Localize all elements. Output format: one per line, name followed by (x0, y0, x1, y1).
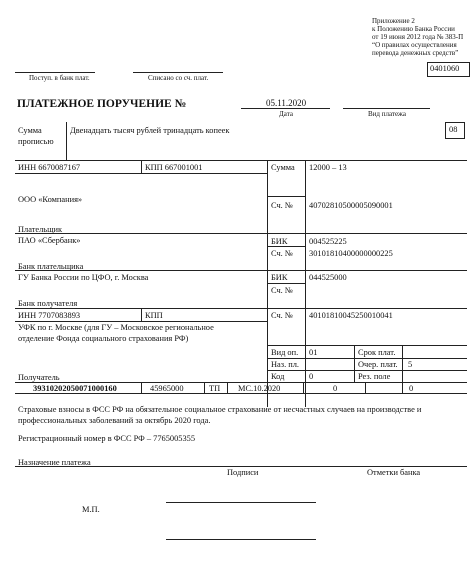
grid-line (15, 308, 467, 309)
payee-name-line-1: УФК по г. Москве (для ГУ – Московское региональное (18, 323, 214, 332)
payee-bank-bik-label: БИК (271, 273, 288, 282)
payer-account: 40702810500005090001 (309, 201, 393, 210)
tax-doc-date: 0 (409, 384, 414, 393)
tax-doc-number: 0 (333, 384, 338, 393)
tax-kbk: 39310202050071000160 (33, 384, 117, 393)
grid-line (15, 382, 467, 383)
payer-bank-corr-label: Сч. № (271, 249, 293, 258)
payee-bank-label: Банк получателя (18, 299, 78, 308)
purpose-line-2: профессиональных заболеваний за октябрь 2020 года. (18, 416, 211, 425)
date-value: 05.11.2020 (266, 98, 307, 108)
payee-bank-bik: 044525000 (309, 273, 347, 282)
grid-line (141, 382, 142, 393)
amount-words-label-1: Сумма (18, 126, 42, 135)
payment-type-line (343, 108, 430, 109)
grid-line (402, 345, 403, 382)
stamp-label: М.П. (82, 505, 100, 514)
grid-line (303, 382, 304, 393)
purpose-label: Назначение платежа (18, 458, 91, 467)
form-code: 0401060 (430, 64, 460, 73)
appendix-line-2: к Положению Банка России (372, 25, 455, 33)
grid-line (365, 382, 366, 393)
date-line (241, 108, 330, 109)
debit-line (133, 72, 223, 73)
grid-line (141, 308, 142, 321)
payee-bank-name: ГУ Банка России по ЦФО, г. Москва (18, 273, 149, 282)
payee-account-label: Сч. № (271, 311, 293, 320)
payer-bank-corr: 30101810400000000225 (309, 249, 393, 258)
signature-line-1 (166, 502, 316, 503)
payer-bank-bik-label: БИК (271, 237, 288, 246)
payer-kpp: КПП 667001001 (145, 163, 203, 172)
payee-label: Получатель (18, 373, 60, 382)
payee-name-line-2: отделение Фонда социального страхования РФ) (18, 334, 189, 343)
tax-oktmo: 45965000 (150, 384, 184, 393)
signatures-label: Подписи (227, 468, 259, 477)
grid-line (267, 283, 305, 284)
payee-bank-corr-label: Сч. № (271, 286, 293, 295)
term-label: Срок плат. (358, 348, 396, 357)
purpose-code-label: Наз. пл. (271, 360, 300, 369)
debit-label: Списано со сч. плат. (148, 74, 209, 82)
payment-type-label: Вид платежа (368, 110, 407, 118)
payer-bank-label: Банк плательщика (18, 262, 84, 271)
appendix-line-3: от 19 июня 2012 года № 383-П (372, 33, 464, 41)
grid-line (267, 358, 467, 359)
grid-line (204, 382, 205, 393)
date-label: Дата (279, 110, 293, 118)
appendix-line-5: перевода денежных средств” (372, 49, 459, 57)
bank-receipt-line (15, 72, 95, 73)
grid-line (354, 345, 355, 382)
amount-words-divider (66, 122, 67, 160)
appendix-line-1: Приложение 2 (372, 17, 415, 25)
grid-line (15, 160, 467, 161)
payer-label: Плательщик (18, 225, 63, 234)
amount-words: Двенадцать тысяч рублей тринадцать копеек (70, 126, 230, 135)
op-type: 01 (309, 348, 318, 357)
signature-line-2 (166, 539, 316, 540)
payer-inn: ИНН 6670087167 (18, 163, 81, 172)
amount-words-label-2: прописью (18, 137, 54, 146)
page-title: ПЛАТЕЖНОЕ ПОРУЧЕНИЕ № (17, 98, 187, 110)
tax-period: МС.10.2020 (238, 384, 281, 393)
reserved-field-label: Рез. поле (358, 372, 391, 381)
appendix-line-4: “О правилах осуществления (372, 41, 457, 49)
grid-line (15, 321, 267, 322)
code-label: Код (271, 372, 285, 381)
grid-line (402, 382, 403, 393)
payee-account: 40101810045250010041 (309, 311, 393, 320)
grid-line (227, 382, 228, 393)
op-type-label: Вид оп. (271, 348, 299, 357)
sum-value: 12000 – 13 (309, 163, 347, 172)
bank-receipt-label: Поступ. в банк плат. (29, 74, 90, 82)
grid-line (267, 196, 305, 197)
priority: 5 (408, 360, 413, 369)
bank-marks-label: Отметки банка (367, 468, 421, 477)
payer-bank-name: ПАО «Сбербанк» (18, 236, 81, 245)
payer-name: ООО «Компания» (18, 195, 83, 204)
status-code: 08 (449, 125, 458, 134)
sum-label: Сумма (271, 163, 295, 172)
payee-kpp: КПП (145, 311, 163, 320)
purpose-line-1: Страховые взносы в ФСС РФ на обязательное социальное страхование от несчастных случаев на производстве и (18, 405, 422, 414)
grid-line (141, 160, 142, 173)
payee-inn: ИНН 7707083893 (18, 311, 81, 320)
payer-account-label: Сч. № (271, 201, 293, 210)
code: 0 (309, 372, 314, 381)
priority-label: Очер. плат. (358, 360, 398, 369)
grid-line (267, 370, 467, 371)
grid-line (15, 173, 267, 174)
registration-number: Регистрационный номер в ФСС РФ – 7765005355 (18, 434, 196, 443)
tax-basis: ТП (209, 384, 221, 393)
grid-line (15, 233, 467, 234)
payer-bank-bik: 004525225 (309, 237, 347, 246)
grid-line (267, 345, 467, 346)
